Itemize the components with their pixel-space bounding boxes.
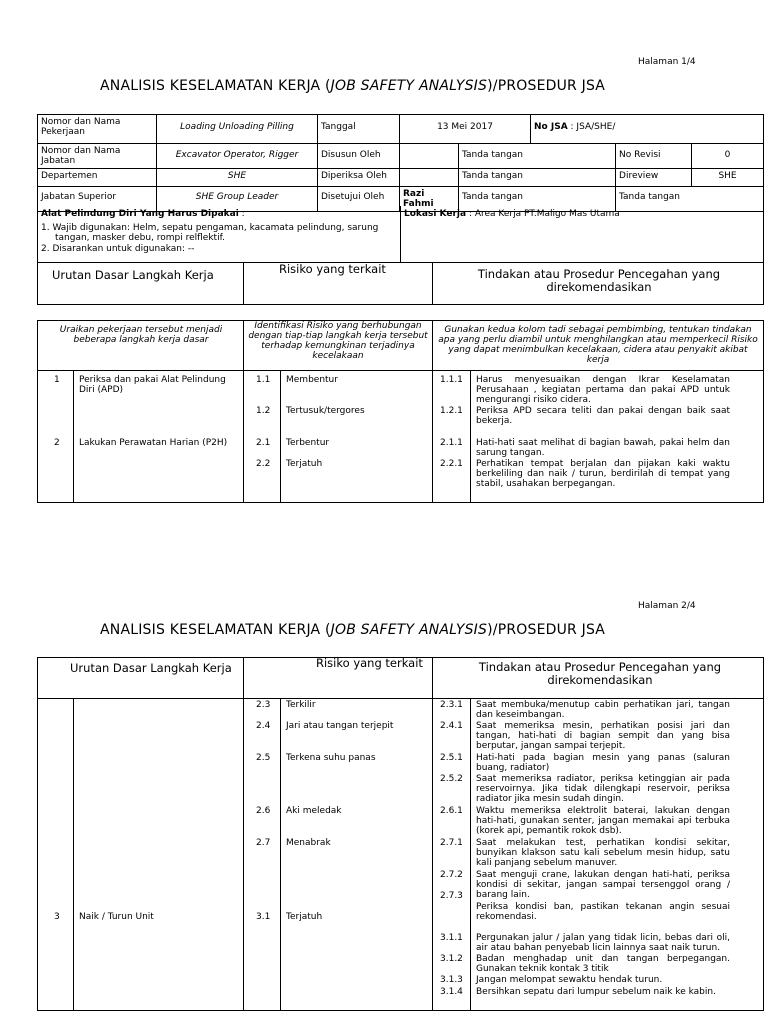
risk-text: Terkena suhu panas <box>286 753 376 763</box>
apd-item-1b: tangan, masker debu, rompi relflektif. <box>55 233 225 243</box>
step-number: 3 <box>54 912 60 922</box>
step-text: Lakukan Perawatan Harian (P2H) <box>79 438 228 448</box>
action-number: 2.7.1 <box>440 838 463 848</box>
checked-by-label: Diperiksa Oleh <box>318 169 400 187</box>
approved-by-label: Disetujui Oleh <box>318 187 400 212</box>
action-text: Saat membuka/menutup cabin perhatikan jari, tangan dan keseimbangan. <box>476 700 730 720</box>
risk-text: Terjatuh <box>286 459 323 469</box>
action-text: Badan menghadap unit dan tangan berpegangan. Gunakan teknik kontak 3 titik <box>476 954 730 974</box>
work-location-value: : Area Kerja PT.Maligo Mas Utama <box>466 209 620 219</box>
compiled-by-label: Disusun Oleh <box>318 144 400 169</box>
department-value: SHE <box>157 169 318 187</box>
risk-number: 2.7 <box>256 838 271 848</box>
action-number: 1.2.1 <box>440 406 463 416</box>
risk-number: 2.2 <box>256 459 271 469</box>
risk-text: Aki meledak <box>286 806 342 816</box>
review-value: SHE <box>692 169 764 187</box>
apd-divider <box>400 206 401 262</box>
action-text: Saat melakukan test, perhatikan kondisi sekitar, bunyikan klakson satu kali sebelum mesin hidup, satu kali panjang sebelum manuver. <box>476 838 730 868</box>
col-line-d <box>280 698 281 1010</box>
job-name-label: Nomor dan Nama Pekerjaan <box>38 115 157 144</box>
col-line-c <box>73 370 74 502</box>
date-label: Tanggal <box>318 115 400 144</box>
apd-colon: : <box>238 209 245 219</box>
action-text: Periksa kondisi ban, pastikan tekanan angin sesuai rekomendasi. <box>476 902 730 922</box>
revision-value: 0 <box>692 144 764 169</box>
jsa-number <box>531 115 764 144</box>
risk-text: Membentur <box>286 375 338 385</box>
action-number: 2.7.3 <box>440 891 463 901</box>
apd-label: Alat Pelindung Diri Yang Harus Dipakai <box>41 209 239 219</box>
action-number: 2.6.1 <box>440 806 463 816</box>
action-text: Periksa APD secara teliti dan pakai dengan baik saat bekerja. <box>476 406 730 426</box>
department-label: Departemen <box>38 169 157 187</box>
col-risk-header: Risiko yang terkait <box>316 656 423 670</box>
page-number: Halaman 2/4 <box>638 601 696 611</box>
risk-number: 1.1 <box>256 375 271 385</box>
position-label: Nomor dan Nama Jabatan <box>38 144 157 169</box>
action-number: 3.1.3 <box>440 975 463 985</box>
title-part-b: JOB SAFETY ANALYSIS <box>330 622 488 638</box>
action-text: Jangan melompat sewaktu hendak turun. <box>476 975 663 985</box>
col-line-e <box>470 698 471 1010</box>
col-divider-2 <box>432 262 433 304</box>
header-divider <box>37 698 764 699</box>
revision-label: No Revisi <box>616 144 692 169</box>
risk-number: 3.1 <box>256 912 271 922</box>
action-text: Harus menyesuaikan dengan Ikrar Keselamatan Perusahaan , kegiatan pertama dan pakai APD untuk mengurangi risiko cidera. <box>476 375 730 405</box>
apd-block <box>41 209 397 254</box>
title-part-a: ANALISIS KESELAMATAN KERJA ( <box>100 622 331 638</box>
guide-actions: Gunakan kedua kolom tadi sebagai pembimbing, tentukan tindakan apa yang perlu diambil untuk menghilangkan atau memperkecil Risiko yang dapat menimbulkan kecelakaan, cidera atau penyakit akibat kerja <box>438 325 758 365</box>
risk-text: Menabrak <box>286 838 331 848</box>
col-line-c <box>73 698 74 1010</box>
job-name-value: Loading Unloading Pilling <box>157 115 318 144</box>
title-part-a: ANALISIS KESELAMATAN KERJA ( <box>100 78 331 94</box>
action-number: 3.1.1 <box>440 933 463 943</box>
title-part-b: JOB SAFETY ANALYSIS <box>330 78 488 94</box>
action-text: Perhatikan tempat berjalan dan pijakan kaki waktu berkeliling dan naik / turun, berdirilah di tempat yang stabil, usahakan berpegangan. <box>476 459 730 489</box>
apd-item-1: 1. Wajib digunakan: Helm, sepatu pengaman, kacamata pelindung, sarung <box>41 223 379 233</box>
risk-text: Terbentur <box>286 438 330 448</box>
action-number: 2.3.1 <box>440 700 463 710</box>
action-text: Hati-hati pada bagian mesin yang panas (saluran buang, radiator) <box>476 753 730 773</box>
risk-text: Terjatuh <box>286 912 323 922</box>
compiled-by-value <box>400 144 459 169</box>
guide-risks: Identifikasi Risiko yang berhubungan dengan tiap-tiap langkah kerja tersebut terhadap kemungkinan terjadinya kecelakaan <box>248 321 428 361</box>
action-number: 3.1.4 <box>440 987 463 997</box>
approved-by-value: Razi Fahmi <box>400 187 459 212</box>
risk-number: 2.6 <box>256 806 271 816</box>
checked-by-value <box>400 169 459 187</box>
review-label: Direview <box>616 169 692 187</box>
action-text: Pergunakan jalur / jalan yang tidak licin, bebas dari oli, air atau bahan penyebab licin lainnya saat naik turun. <box>476 933 730 953</box>
col-risk-header: Risiko yang terkait <box>279 262 386 276</box>
signature-label-4: Tanda tangan <box>616 187 764 212</box>
step-text: Naik / Turun Unit <box>79 912 154 922</box>
signature-label-3: Tanda tangan <box>459 187 616 212</box>
page-title <box>100 78 605 94</box>
step-number: 1 <box>54 375 60 385</box>
action-text: Hati-hati saat melihat di bagian bawah, pakai helm dan sarung tangan. <box>476 438 730 458</box>
col-divider-1 <box>243 262 244 304</box>
action-text: Waktu memeriksa elektrolit baterai, lakukan dengan hati-hati, gunakan senter, jangan memakai api terbuka (korek api, pemantik rokok dsb). <box>476 806 730 836</box>
action-number: 2.5.2 <box>440 774 463 784</box>
action-text: Saat memeriksa mesin, perhatikan posisi jari dan tangan, hati-hati di bagian sempit dan yang bisa berputar, jangan sampai terjepit. <box>476 721 730 751</box>
action-text: Saat memeriksa radiator, periksa ketinggian air pada reservoirnya. Jika tidak dilengkapi reservoir, periksa radiator jika mesin sudah dingin. <box>476 774 730 804</box>
title-part-c: )/PROSEDUR JSA <box>487 78 606 94</box>
action-text: Bersihkan sepatu dari lumpur sebelum naik ke kabin. <box>476 987 716 997</box>
jsa-number-label: No JSA <box>534 122 568 132</box>
action-number: 3.1.2 <box>440 954 463 964</box>
action-number: 2.1.1 <box>440 438 463 448</box>
guides-divider <box>37 370 764 371</box>
apd-item-2: 2. Disarankan untuk digunakan: -- <box>41 244 195 254</box>
signature-label-1: Tanda tangan <box>459 144 616 169</box>
risk-number: 2.1 <box>256 438 271 448</box>
risk-number: 2.3 <box>256 700 271 710</box>
col-steps-header: Urutan Dasar Langkah Kerja <box>52 268 214 282</box>
action-number: 2.7.2 <box>440 870 463 880</box>
position-value: Excavator Operator, Rigger <box>157 144 318 169</box>
step-text: Periksa dan pakai Alat Pelindung Diri (APD) <box>79 375 226 395</box>
work-location <box>404 209 620 219</box>
title-part-c: )/PROSEDUR JSA <box>487 622 606 638</box>
date-value: 13 Mei 2017 <box>400 115 531 144</box>
action-number: 2.5.1 <box>440 753 463 763</box>
col-steps-header: Urutan Dasar Langkah Kerja <box>70 661 232 675</box>
guide-steps: Uraikan pekerjaan tersebut menjadi beberapa langkah kerja dasar <box>59 325 223 345</box>
risk-text: Jari atau tangan terjepit <box>286 721 394 731</box>
action-number: 2.2.1 <box>440 459 463 469</box>
signature-label-2: Tanda tangan <box>459 169 616 187</box>
risk-number: 2.5 <box>256 753 271 763</box>
col-line-d <box>280 370 281 502</box>
page-number: Halaman 1/4 <box>638 57 696 67</box>
risk-text: Terkilir <box>286 700 316 710</box>
risk-number: 2.4 <box>256 721 271 731</box>
step-number: 2 <box>54 438 60 448</box>
superior-value: SHE Group Leader <box>157 187 318 212</box>
col-line-e <box>470 370 471 502</box>
page-title <box>100 622 605 638</box>
superior-label: Jabatan Superior <box>38 187 157 212</box>
col-line-b <box>432 657 433 1010</box>
col-line-b <box>432 320 433 502</box>
col-action-header: Tindakan atau Prosedur Pencegahan yang direkomendasikan <box>478 660 722 687</box>
action-number: 1.1.1 <box>440 375 463 385</box>
work-location-label: Lokasi Kerja <box>404 209 467 219</box>
col-action-header: Tindakan atau Prosedur Pencegahan yang direkomendasikan <box>477 267 721 294</box>
jsa-number-value: : JSA/SHE/ <box>567 122 616 132</box>
action-number: 2.4.1 <box>440 721 463 731</box>
col-line-a <box>243 657 244 1010</box>
risk-number: 1.2 <box>256 406 271 416</box>
action-text: Saat menguji crane, lakukan dengan hati-hati, periksa kondisi di sekitar, jangan sampai tersenggol orang / barang lain. <box>476 870 730 900</box>
col-line-a <box>243 320 244 502</box>
risk-text: Tertusuk/tergores <box>286 406 365 416</box>
header-table <box>37 114 764 212</box>
